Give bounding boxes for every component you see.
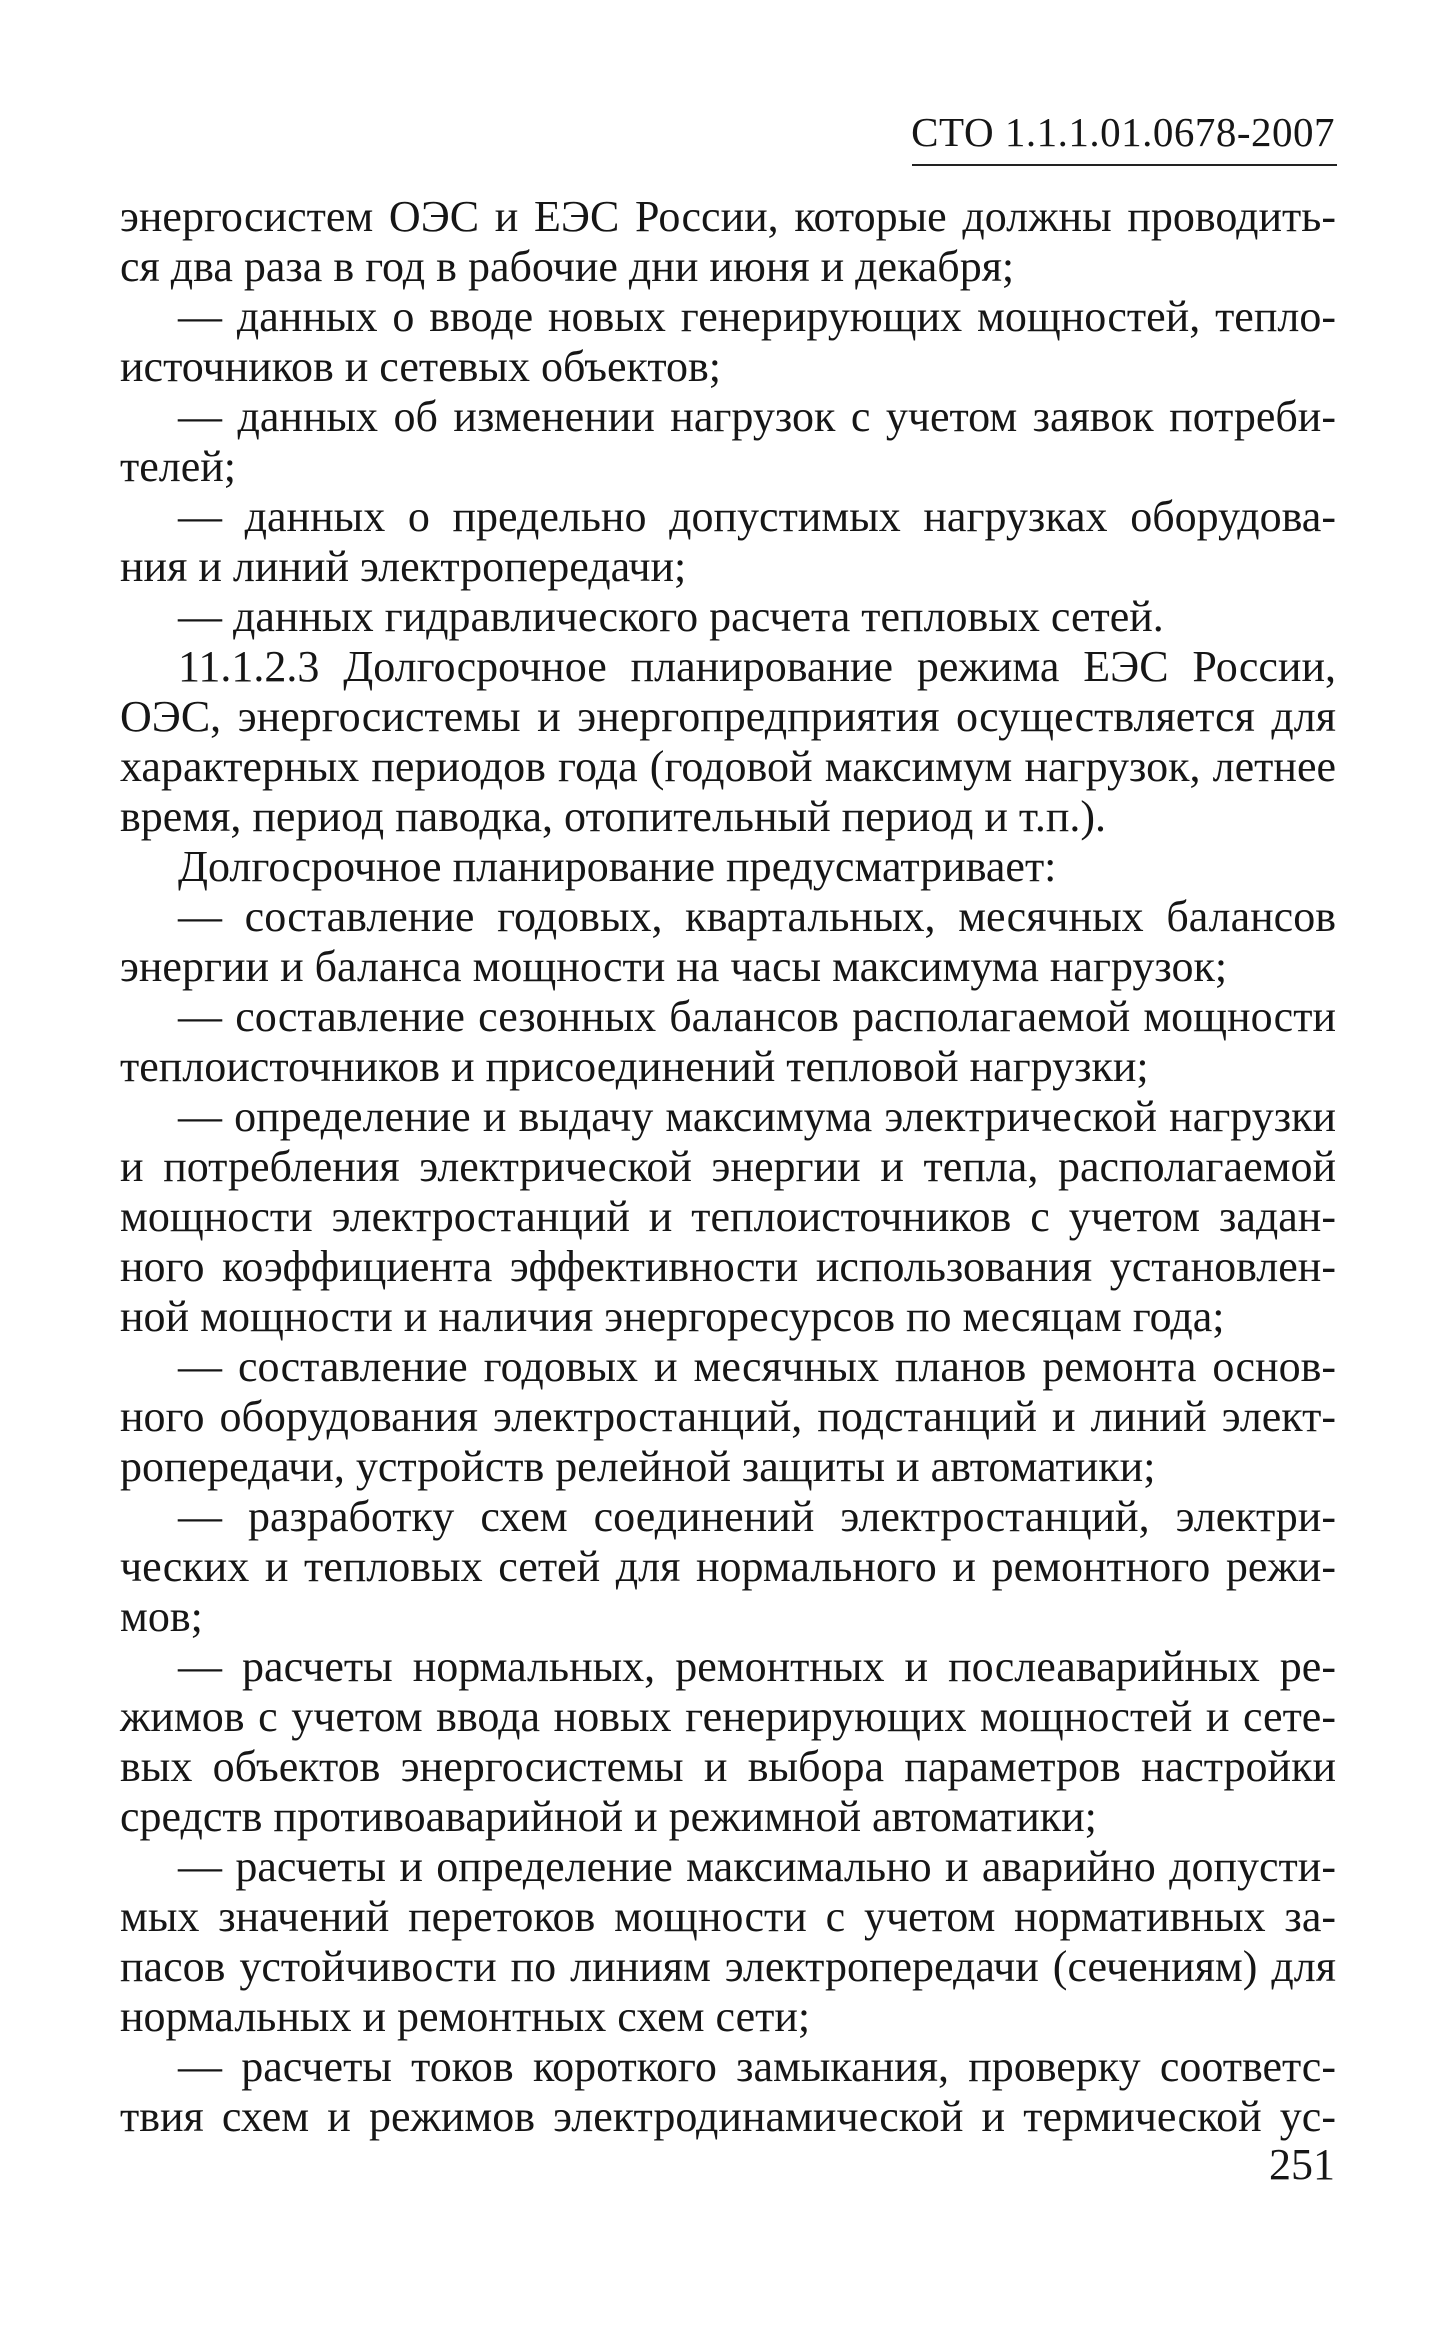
text-line: — расчеты токов короткого замыкания, проверку соответс-: [178, 2042, 1336, 2091]
text-line: вых объектов энергосистемы и выбора параметров настройки: [120, 1742, 1336, 1791]
text-line: телей;: [120, 442, 237, 491]
text-line: — данных о предельно допустимых нагрузках оборудова-: [178, 492, 1336, 541]
text-line: ропередачи, устройств релейной защиты и автоматики;: [120, 1442, 1156, 1491]
text-line: ческих и тепловых сетей для нормального и ремонтного режи-: [120, 1542, 1336, 1591]
text-line: 11.1.2.3 Долгосрочное планирование режима ЕЭС России,: [178, 642, 1336, 691]
text-line: мощности электростанций и теплоисточников с учетом задан-: [120, 1192, 1336, 1241]
text-line: ОЭС, энергосистемы и энергопредприятия осуществляется для: [120, 692, 1336, 741]
text-line: энергии и баланса мощности на часы максимума нагрузок;: [120, 942, 1228, 991]
text-line: мых значений перетоков мощности с учетом нормативных за-: [120, 1892, 1336, 1941]
text-line: и потребления электрической энергии и тепла, располагаемой: [120, 1142, 1336, 1191]
text-line: твия схем и режимов электродинамической и термической ус-: [120, 2092, 1336, 2141]
body-text: [120, 192, 1336, 2142]
text-line: ния и линий электропередачи;: [120, 542, 687, 591]
text-line: характерных периодов года (годовой максимум нагрузок, летнее: [120, 742, 1336, 791]
text-line: — данных гидравлического расчета тепловых сетей.: [178, 592, 1164, 641]
text-line: — данных об изменении нагрузок с учетом заявок потреби-: [178, 392, 1336, 441]
text-line: энергосистем ОЭС и ЕЭС России, которые должны проводить-: [120, 192, 1336, 241]
page-number: 251: [1269, 2140, 1335, 2189]
text-line: — составление годовых и месячных планов ремонта основ-: [178, 1342, 1336, 1391]
header-rule: [912, 164, 1337, 166]
text-line: ся два раза в год в рабочие дни июня и декабря;: [120, 242, 1015, 291]
text-line: Долгосрочное планирование предусматривает:: [178, 842, 1057, 891]
text-line: — расчеты и определение максимально и аварийно допусти-: [178, 1842, 1336, 1891]
text-line: ного коэффициента эффективности использования установлен-: [120, 1242, 1336, 1291]
text-line: — определение и выдачу максимума электрической нагрузки: [178, 1092, 1336, 1141]
text-line: — составление сезонных балансов располагаемой мощности: [178, 992, 1336, 1041]
text-line: — данных о вводе новых генерирующих мощностей, тепло-: [178, 292, 1336, 341]
text-line: время, период паводка, отопительный период и т.п.).: [120, 792, 1107, 841]
text-line: средств противоаварийной и режимной автоматики;: [120, 1792, 1097, 1841]
text-line: источников и сетевых объектов;: [120, 342, 721, 391]
text-line: мов;: [120, 1592, 203, 1641]
text-line: жимов с учетом ввода новых генерирующих мощностей и сете-: [120, 1692, 1336, 1741]
text-line: ной мощности и наличия энергоресурсов по месяцам года;: [120, 1292, 1225, 1341]
text-line: теплоисточников и присоединений тепловой нагрузки;: [120, 1042, 1149, 1091]
text-line: — разработку схем соединений электростанций, электри-: [178, 1492, 1336, 1541]
text-line: — расчеты нормальных, ремонтных и послеаварийных ре-: [178, 1642, 1336, 1691]
text-line: — составление годовых, квартальных, месячных балансов: [178, 892, 1336, 941]
text-line: ного оборудования электростанций, подстанций и линий элект-: [120, 1392, 1336, 1441]
text-line: нормальных и ремонтных схем сети;: [120, 1992, 811, 2041]
text-line: пасов устойчивости по линиям электропередачи (сечениям) для: [120, 1942, 1336, 1991]
document-code: СТО 1.1.1.01.0678-2007: [911, 109, 1335, 155]
